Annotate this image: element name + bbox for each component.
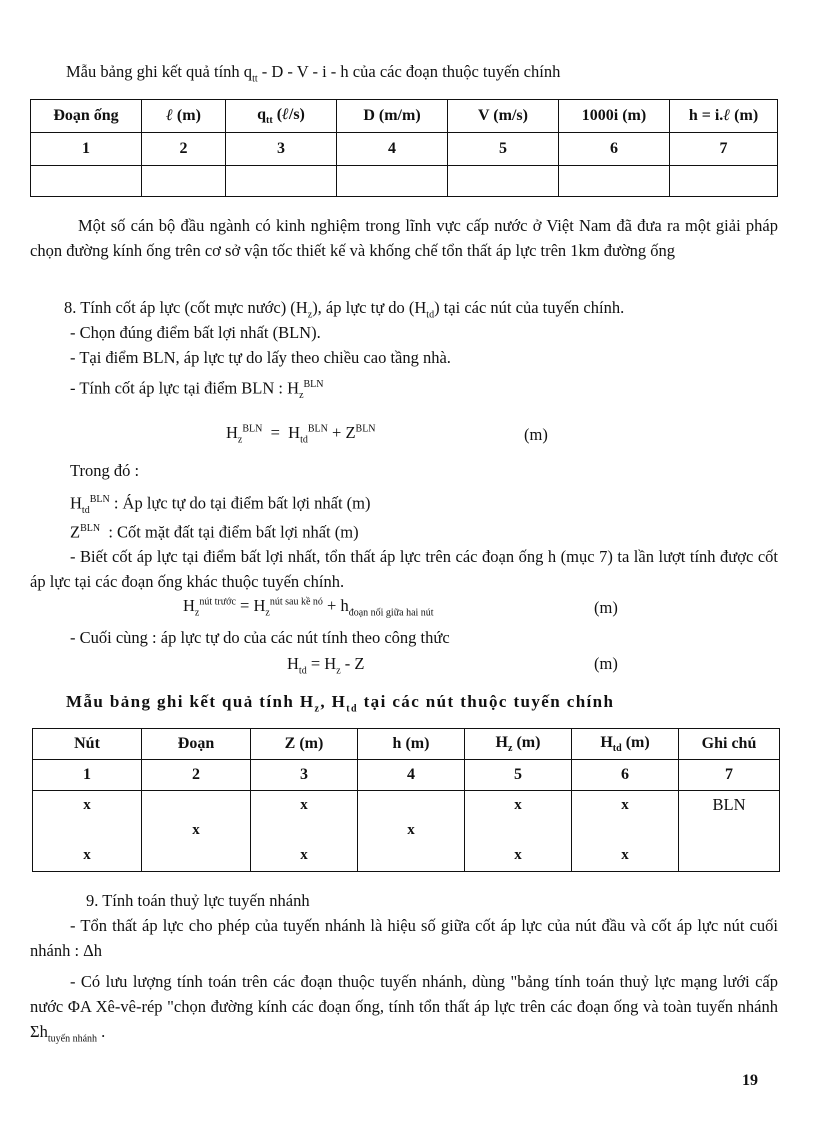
- definition-z-text: : Cốt mặt đất tại điểm bất lợi nhất (m): [108, 522, 359, 542]
- table1-empty-row: [31, 166, 778, 197]
- note-bln: BLN: [712, 795, 746, 814]
- item-8: 8. Tính cốt áp lực (cốt mực nước) $(H_z)$, áp lực tự do $(H_{td})$ tại các nút của tuyến chính.: [64, 298, 625, 321]
- table2-header: Đoạn: [142, 729, 251, 760]
- mark-x: x: [621, 797, 629, 813]
- table1-header-row: [31, 100, 778, 133]
- table2-header-row: [33, 729, 780, 760]
- table1-cell: [670, 166, 778, 197]
- formula-htd: $H_{td} = H_z - Z$: [287, 654, 365, 677]
- table2-cell: 6: [572, 760, 679, 791]
- bullet-compute-hz: - Tính cốt áp lực tại điểm BLN : $H_z^{BLN}$: [70, 378, 324, 401]
- table2-header: $H_z$ (m): [465, 729, 572, 760]
- bullet-free-pressure: - Tại điểm BLN, áp lực tự do lấy theo chiều cao tầng nhà.: [70, 348, 451, 367]
- mark-x: x: [300, 847, 308, 863]
- table1-header: D (m/m): [337, 100, 448, 133]
- table2-cell: 1: [33, 760, 142, 791]
- mark-x: x: [621, 847, 629, 863]
- table1-cell: [337, 166, 448, 197]
- table1-number-row: [31, 133, 778, 166]
- table2-cell: 3: [251, 760, 358, 791]
- table2-cell: [33, 791, 142, 872]
- table1: [30, 99, 778, 197]
- mark-x: x: [83, 797, 91, 813]
- mark-x: x: [514, 797, 522, 813]
- mark-x: x: [83, 847, 91, 863]
- table2-cell: 4: [358, 760, 465, 791]
- table1-cell: 5: [448, 133, 559, 166]
- table1-cell: 2: [142, 133, 226, 166]
- table2-cell: [142, 791, 251, 872]
- table2-number-row: [33, 760, 780, 791]
- table1-cell: [31, 166, 142, 197]
- table1-header: V (m/s): [448, 100, 559, 133]
- table2-cell: [465, 791, 572, 872]
- formula-hz-bln: $H_z^{BLN} = H_{td}^{BLN} + Z^{BLN}$: [226, 423, 376, 446]
- table1-header: ℓ (m): [142, 100, 226, 133]
- table2-cell: [251, 791, 358, 872]
- table1-cell: [559, 166, 670, 197]
- formula2-unit: (m): [594, 598, 618, 617]
- page-number: 19: [742, 1072, 758, 1089]
- table2: [32, 728, 780, 872]
- formula-hz-nodes: $H_z^{nút trước} = H_z^{nút sau kề nó} + h_{đoạn nối giữa hai nút}$: [183, 596, 434, 619]
- table1-header: $q_{tt}$ (ℓ/s): [226, 100, 337, 133]
- table2-cell: 2: [142, 760, 251, 791]
- table1-cell: 4: [337, 133, 448, 166]
- definition-htd-text: : Áp lực tự do tại điểm bất lợi nhất (m): [113, 493, 371, 513]
- table1-cell: 7: [670, 133, 778, 166]
- table1-caption: Mẫu bảng ghi kết quả tính $q_{tt}$ - D - V - i - h của các đoạn thuộc tuyến chính: [66, 62, 561, 85]
- paragraph-branch-flow: - Có lưu lượng tính toán trên các đoạn thuộc tuyến nhánh, dùng "bảng tính toán thuỷ lực mạng lưới cấp nước ΦA Xê-vê-rép "chọn đường kính các đoạn ống, tính tổn thất áp lực trên các đoạn ống và toàn tuyến nhánh $\Sigma h_{tuyến nhánh}$ .: [30, 972, 778, 1045]
- definition-htd: $H_{td}^{BLN}$ : Áp lực tự do tại điểm bất lợi nhất (m): [70, 493, 371, 516]
- bullet-final: - Cuối cùng : áp lực tự do của các nút tính theo công thức: [70, 628, 450, 647]
- table1-cell: [448, 166, 559, 197]
- table2-header: h (m): [358, 729, 465, 760]
- item-9: 9. Tính toán thuỷ lực tuyến nhánh: [86, 891, 310, 910]
- table2-header: Z (m): [251, 729, 358, 760]
- mark-x: x: [300, 797, 308, 813]
- paragraph-intro: Một số cán bộ đầu ngành có kinh nghiệm trong lĩnh vực cấp nước ở Việt Nam đã đưa ra một giải pháp chọn đường kính ống trên cơ sở vận tốc thiết kế và khống chế tổn thất áp lực trên 1km đường ống: [30, 216, 778, 260]
- mark-x: x: [514, 847, 522, 863]
- formula3-unit: (m): [594, 654, 618, 673]
- table2-header: Nút: [33, 729, 142, 760]
- definition-z: $Z^{BLN}$ : Cốt mặt đất tại điểm bất lợi nhất (m): [70, 522, 359, 542]
- table1-cell: 6: [559, 133, 670, 166]
- table1-cell: 3: [226, 133, 337, 166]
- table1-cell: 1: [31, 133, 142, 166]
- mark-x: x: [192, 822, 200, 838]
- table2-cell: 7: [679, 760, 780, 791]
- table2-data-row: [33, 791, 780, 872]
- table1-header: Đoạn ống: [31, 100, 142, 133]
- table1-header: 1000i (m): [559, 100, 670, 133]
- table2-heading: Mẫu bảng ghi kết quả tính $H_z$, $H_{td}$ tại các nút thuộc tuyến chính: [66, 692, 615, 715]
- table2-header: $H_{td}$ (m): [572, 729, 679, 760]
- table1-cell: [226, 166, 337, 197]
- table2-cell: 5: [465, 760, 572, 791]
- mark-x: x: [407, 822, 415, 838]
- where-label: Trong đó :: [70, 461, 140, 480]
- table1-cell: [142, 166, 226, 197]
- table2-header: Ghi chú: [679, 729, 780, 760]
- table2-cell: [572, 791, 679, 872]
- bullet-choose-point: - Chọn đúng điểm bất lợi nhất (BLN).: [70, 323, 321, 342]
- paragraph-pressure: - Biết cốt áp lực tại điểm bất lợi nhất, tổn thất áp lực trên các đoạn ống h (mục 7) ta lần lượt tính được cốt áp lực tại các đoạn ống khác thuộc tuyến chính.: [30, 547, 778, 591]
- table1-header: h = i.ℓ (m): [670, 100, 778, 133]
- table2-cell: [679, 791, 780, 872]
- formula-unit: (m): [524, 425, 548, 444]
- paragraph-branch-loss: - Tổn thất áp lực cho phép của tuyến nhánh là hiệu số giữa cốt áp lực của nút đầu và cốt áp lực nút cuối nhánh : Δh: [30, 916, 778, 960]
- table2-cell: [358, 791, 465, 872]
